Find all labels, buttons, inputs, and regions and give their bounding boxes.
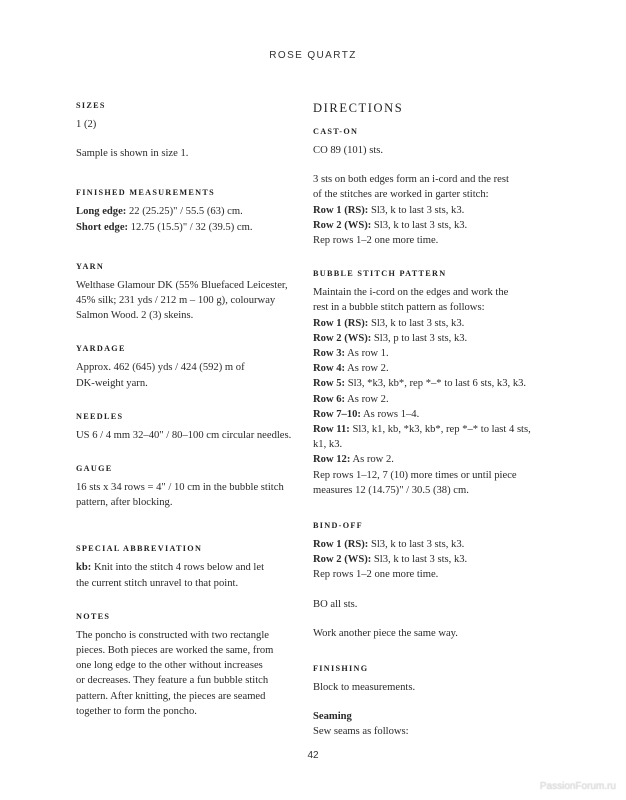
row-line	[313, 392, 553, 407]
row-text: As row 2.	[350, 454, 394, 466]
long-edge-value: 22 (25.25)" / 55.5 (63) cm.	[126, 206, 243, 218]
heading-cast-on: CAST-ON	[313, 127, 359, 136]
notes-line: or decreases. They feature a fun bubble stitch	[76, 675, 269, 687]
cast-on-instructions	[313, 172, 553, 248]
row-line	[313, 376, 553, 391]
section-finishing	[313, 663, 553, 740]
row-label: Row 5:	[313, 378, 346, 390]
notes-line: pattern. After knitting, the pieces are seamed	[76, 690, 266, 702]
section-gauge	[76, 463, 308, 510]
heading-bind-off: BIND-OFF	[313, 521, 363, 531]
row-line	[313, 537, 553, 552]
row-line	[313, 422, 553, 437]
notes-line: one long edge to the other without increases	[76, 660, 263, 672]
section-yardage	[76, 343, 308, 390]
notes-line: pieces. Both pieces are worked the same, from	[76, 645, 274, 657]
row-line	[313, 361, 553, 376]
work-another-piece: Work another piece the same way.	[313, 627, 458, 639]
needles-value: US 6 / 4 mm 32–40" / 80–100 cm circular needles.	[76, 429, 292, 441]
gauge-line: pattern, after blocking.	[76, 497, 173, 509]
row-label: Row 6:	[313, 393, 346, 405]
section-cast-on	[313, 126, 553, 248]
row-label: Row 7–10:	[313, 408, 361, 420]
row-label: Row 1 (RS):	[313, 317, 369, 329]
yarn-line: Salmon Wood. 2 (3) skeins.	[76, 310, 194, 322]
repeat-line: Rep rows 1–12, 7 (10) more times or until piece	[313, 469, 517, 481]
row-line	[313, 218, 553, 233]
row-text: As row 1.	[345, 348, 389, 360]
row-line	[313, 407, 553, 422]
notes-text	[76, 628, 308, 719]
row-line	[313, 316, 553, 331]
repeat-line: Rep rows 1–2 one more time.	[313, 235, 439, 247]
row-text: As row 2.	[345, 363, 389, 375]
abbreviation-label: kb:	[76, 562, 92, 574]
measurements-text	[76, 204, 308, 234]
yarn-text	[76, 278, 308, 324]
row-label: Row 2 (WS):	[313, 219, 372, 231]
heading-yarn: YARN	[76, 261, 105, 271]
row-line	[313, 552, 553, 567]
yardage-line: Approx. 462 (645) yds / 424 (592) m of	[76, 362, 245, 374]
section-needles	[76, 411, 308, 443]
row-label: Row 2 (WS):	[313, 554, 372, 566]
row-continuation: k1, k3.	[313, 439, 343, 451]
block-note: Block to measurements.	[313, 682, 416, 694]
yardage-line: DK-weight yarn.	[76, 377, 148, 389]
row-line	[313, 452, 553, 467]
directions-title: DIRECTIONS	[313, 101, 404, 115]
right-column	[313, 100, 553, 754]
row-text: Sl3, k1, kb, *k3, kb*, rep *–* to last 4 sts,	[349, 424, 531, 436]
gauge-text	[76, 480, 308, 510]
sizes-value: 1 (2)	[76, 119, 97, 130]
section-notes	[76, 611, 308, 719]
repeat-line: Rep rows 1–2 one more time.	[313, 569, 439, 581]
yardage-text	[76, 360, 308, 390]
seaming-instruction: Sew seams as follows:	[313, 726, 409, 738]
running-head: ROSE QUARTZ	[269, 50, 357, 61]
section-bubble-stitch	[313, 268, 553, 498]
row-text: Sl3, k to last 3 sts, k3.	[371, 219, 468, 231]
left-column	[76, 100, 308, 733]
heading-notes: NOTES	[76, 611, 111, 621]
bind-off-all: BO all sts.	[313, 598, 358, 610]
abbreviation-def: Knit into the stitch 4 rows below and let	[91, 562, 265, 574]
abbreviation-text	[76, 560, 308, 590]
row-label: Row 1 (RS):	[313, 539, 369, 551]
row-text: Sl3, p to last 3 sts, k3.	[371, 332, 468, 344]
heading-finishing: FINISHING	[313, 664, 369, 674]
section-finished-measurements	[76, 187, 308, 234]
instruction-line: Maintain the i-cord on the edges and work the	[313, 287, 509, 299]
heading-needles: NEEDLES	[76, 411, 124, 421]
instruction-line: rest in a bubble stitch pattern as follows:	[313, 302, 485, 314]
section-yarn	[76, 261, 308, 324]
sample-note: Sample is shown in size 1.	[76, 148, 189, 160]
cast-on-count: CO 89 (101) sts.	[313, 145, 384, 156]
yarn-line: Welthase Glamour DK (55% Bluefaced Leicester,	[76, 279, 288, 291]
row-text: Sl3, k to last 3 sts, k3.	[368, 204, 465, 216]
instruction-line: 3 sts on both edges form an i-cord and the rest	[313, 174, 509, 186]
notes-line: The poncho is constructed with two rectangle	[76, 629, 269, 641]
row-label: Row 12:	[313, 454, 351, 466]
heading-yardage: YARDAGE	[76, 344, 126, 354]
heading-gauge: GAUGE	[76, 464, 113, 474]
long-edge-label: Long edge:	[76, 206, 127, 218]
watermark: PassionForum.ru	[539, 781, 616, 792]
abbreviation-line: the current stitch unravel to that point.	[76, 577, 239, 589]
short-edge-line	[76, 220, 308, 235]
yarn-line: 45% silk; 231 yds / 212 m – 100 g), colourway	[76, 295, 276, 307]
short-edge-label: Short edge:	[76, 221, 129, 233]
row-text: Sl3, k to last 3 sts, k3.	[368, 539, 465, 551]
row-text: Sl3, *k3, kb*, rep *–* to last 6 sts, k3, k3.	[345, 378, 527, 390]
page-number: 42	[307, 750, 319, 761]
row-line	[313, 203, 553, 218]
row-text: As row 2.	[345, 393, 389, 405]
abbreviation-line	[76, 560, 308, 575]
heading-special-abbreviation: SPECIAL ABBREVIATION	[76, 544, 203, 554]
repeat-line: measures 12 (14.75)" / 30.5 (38) cm.	[313, 484, 469, 496]
row-text: Sl3, k to last 3 sts, k3.	[368, 317, 465, 329]
seaming-text	[313, 709, 553, 739]
row-label: Row 4:	[313, 363, 346, 375]
long-edge-line	[76, 204, 308, 219]
bubble-stitch-instructions	[313, 285, 553, 498]
row-label: Row 11:	[313, 424, 350, 436]
section-sizes	[76, 100, 308, 161]
section-special-abbreviation	[76, 543, 308, 590]
short-edge-value: 12.75 (15.5)" / 32 (39.5) cm.	[128, 221, 253, 233]
heading-bubble-stitch: BUBBLE STITCH PATTERN	[313, 269, 447, 279]
row-text: Sl3, k to last 3 sts, k3.	[371, 554, 468, 566]
bind-off-instructions	[313, 537, 553, 583]
section-bind-off	[313, 520, 553, 641]
heading-sizes: SIZES	[76, 101, 106, 110]
heading-finished-measurements: FINISHED MEASUREMENTS	[76, 188, 215, 198]
instruction-line: of the stitches are worked in garter stitch:	[313, 189, 489, 201]
row-label: Row 1 (RS):	[313, 204, 369, 216]
row-label: Row 2 (WS):	[313, 332, 372, 344]
row-label: Row 3:	[313, 348, 346, 360]
seaming-label: Seaming	[313, 711, 352, 723]
row-line	[313, 346, 553, 361]
row-text: As rows 1–4.	[360, 408, 420, 420]
row-line	[313, 331, 553, 346]
notes-line: together to form the poncho.	[76, 705, 197, 717]
gauge-line: 16 sts x 34 rows = 4" / 10 cm in the bubble stitch	[76, 482, 284, 494]
